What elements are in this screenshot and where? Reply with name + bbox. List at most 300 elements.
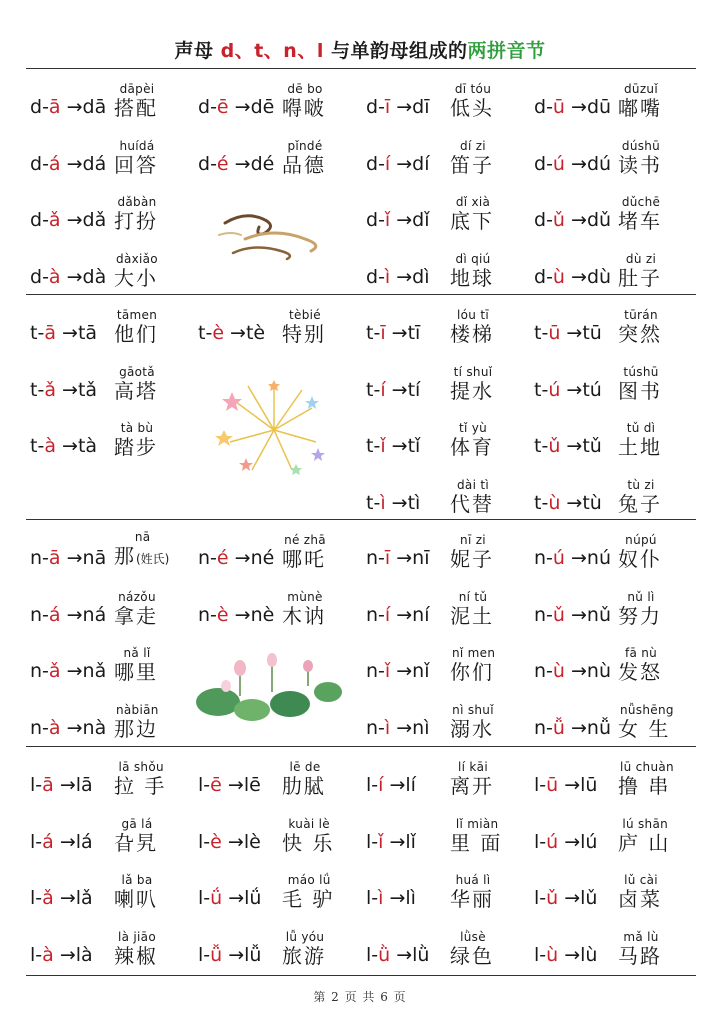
dash: -: [371, 887, 379, 909]
word-pinyin: núpú: [625, 533, 657, 547]
syllable-cell: [534, 240, 704, 296]
word-hanzi: [114, 209, 158, 233]
initial: d: [366, 152, 379, 175]
spelling-formula: [366, 774, 416, 796]
dash: -: [37, 435, 45, 457]
word-hanzi: [114, 322, 158, 346]
arrow: →: [564, 265, 587, 288]
final-vowel: à: [44, 435, 56, 457]
word-pinyin: lǐ miàn: [455, 816, 499, 831]
initial: n: [30, 660, 43, 682]
syllable-result: dǎ: [82, 209, 107, 231]
word-characters: 他们: [114, 322, 158, 346]
word-characters: 哪里: [114, 660, 158, 684]
word-characters: 发怒: [618, 660, 662, 684]
syllable-result: dǐ: [412, 209, 430, 231]
arrow: →: [560, 435, 583, 457]
example-word: [450, 82, 494, 120]
initial: l: [30, 774, 36, 796]
word-pinyin: lǜsè: [460, 929, 486, 944]
initial: d: [30, 265, 43, 288]
word-hanzi: [450, 96, 494, 120]
word-characters: 马路: [618, 943, 662, 968]
initial: n: [366, 660, 379, 682]
syllable-cell: [30, 748, 200, 804]
word-hanzi: [618, 604, 662, 628]
dash: -: [378, 96, 385, 118]
example-word: [282, 139, 326, 177]
arrow: →: [390, 96, 413, 118]
syllable-result: dà: [82, 265, 107, 288]
syllable-cell: [198, 918, 368, 974]
initial: n: [534, 603, 547, 626]
dash: -: [541, 322, 549, 344]
initial: l: [30, 943, 36, 966]
final-vowel: ù: [546, 943, 559, 966]
dash: -: [42, 660, 49, 682]
dash: -: [42, 209, 49, 231]
final-vowel: í: [378, 774, 384, 796]
word-hanzi: [282, 887, 334, 911]
arrow: →: [53, 943, 76, 966]
example-word: [114, 195, 158, 233]
word-hanzi: [450, 887, 494, 911]
syllable-cell: [534, 70, 704, 126]
word-characters: 图书: [618, 378, 662, 403]
word-pinyin: dàxiǎo: [116, 251, 158, 266]
spelling-formula: [198, 887, 261, 909]
spelling-formula: [366, 717, 429, 739]
example-word: [114, 252, 158, 290]
word-pinyin: tǐ yù: [458, 421, 488, 435]
initial: l: [534, 887, 540, 909]
initial: d: [30, 96, 43, 118]
word-characters: 卤菜: [618, 887, 662, 911]
arrow: →: [53, 774, 76, 796]
final-vowel: ū: [552, 96, 565, 118]
syllable-cell: [198, 127, 368, 183]
example-word: [450, 421, 494, 459]
dash: -: [539, 943, 547, 966]
dash: -: [203, 887, 211, 909]
arrow: →: [60, 152, 83, 175]
initial: d: [366, 96, 379, 118]
dash: -: [546, 660, 553, 682]
dash: -: [546, 152, 553, 175]
dash: -: [378, 265, 385, 288]
example-word: [450, 252, 494, 290]
arrow: →: [53, 887, 76, 909]
dash: -: [35, 943, 43, 966]
spelling-formula: [30, 944, 93, 966]
dash: -: [210, 603, 217, 626]
word-pinyin: lǎ ba: [121, 873, 153, 887]
word-pinyin: názǒu: [118, 589, 156, 604]
syllable-cell: [30, 805, 200, 861]
word-characters: 嘟嘴: [618, 96, 662, 120]
word-hanzi: [282, 322, 326, 346]
word-pinyin: dù zi: [625, 251, 657, 266]
final-vowel: ǔ: [552, 603, 565, 626]
word-pinyin: dī tóu: [454, 82, 492, 96]
syllable-result: nè: [250, 603, 275, 626]
final-vowel: ǎ: [48, 209, 61, 231]
word-hanzi: [114, 944, 158, 968]
example-word: [282, 590, 326, 628]
word-hanzi: [114, 153, 158, 177]
dash: -: [37, 378, 45, 401]
syllable-result: dí: [412, 152, 430, 175]
syllable-result: tà: [77, 435, 98, 457]
dash: -: [541, 378, 549, 401]
arrow: →: [390, 603, 413, 626]
word-pinyin: mùnè: [287, 589, 323, 604]
syllable-result: nú: [586, 547, 612, 569]
word-characters: 嘚啵: [282, 96, 326, 120]
final-vowel: ī: [384, 547, 391, 569]
spelling-formula: [30, 379, 97, 401]
dash: -: [373, 378, 381, 401]
word-pinyin: gā lá: [121, 816, 153, 831]
example-word: [618, 365, 662, 403]
arrow: →: [564, 96, 587, 118]
word-characters: 肋脦: [282, 774, 326, 798]
spelling-formula: [30, 887, 93, 909]
syllable-result: dì: [412, 265, 430, 288]
word-hanzi: [618, 547, 662, 571]
arrow: →: [564, 152, 587, 175]
word-characters: 楼梯: [450, 322, 494, 346]
final-vowel: ā: [48, 547, 61, 569]
word-hanzi: [450, 153, 494, 177]
final-vowel: à: [42, 943, 54, 966]
word-hanzi: [114, 96, 158, 120]
arrow: →: [560, 491, 583, 514]
final-vowel: ā: [44, 322, 56, 344]
syllable-result: lǜ: [412, 943, 430, 966]
example-word: [618, 817, 670, 855]
dash: -: [539, 774, 547, 796]
arrow: →: [385, 378, 408, 401]
syllable-cell: [534, 521, 704, 577]
syllable-result: dǔ: [586, 209, 612, 231]
initial: d: [30, 152, 43, 175]
dash: -: [42, 96, 49, 118]
syllable-result: nì: [412, 716, 430, 739]
example-word: [282, 82, 326, 120]
divider-bottom: [26, 975, 696, 976]
syllable-cell: [366, 240, 536, 296]
word-characters: 高塔: [114, 378, 158, 403]
title-prefix: 声母: [174, 40, 221, 62]
syllable-result: né: [250, 547, 275, 569]
arrow: →: [558, 830, 581, 853]
example-word: [450, 139, 494, 177]
final-vowel: ǐ: [384, 660, 391, 682]
final-vowel: à: [48, 716, 61, 739]
word-pinyin: tèbié: [289, 308, 321, 322]
syllable-cell: [534, 691, 704, 747]
initial: t: [30, 322, 38, 344]
syllable-cell: [534, 861, 704, 917]
word-characters: 奴仆: [618, 547, 662, 571]
initial: l: [198, 774, 204, 796]
arrow: →: [564, 660, 587, 682]
syllable-cell: [366, 127, 536, 183]
word-characters: 兔子: [618, 491, 662, 516]
word-hanzi: [618, 492, 662, 516]
initial: l: [534, 943, 540, 966]
syllable-cell: [366, 634, 536, 690]
word-characters: 搭配: [114, 96, 158, 120]
spelling-formula: [30, 153, 106, 175]
example-word: [618, 533, 662, 571]
arrow: →: [221, 830, 244, 853]
final-vowel: ù: [552, 660, 565, 682]
spelling-formula: [366, 944, 429, 966]
word-characters: 撸 串: [618, 774, 671, 798]
spelling-formula: [366, 96, 430, 118]
example-word: [114, 421, 158, 459]
final-vowel: ǐ: [378, 830, 384, 853]
syllable-result: dā: [82, 96, 107, 118]
syllable-cell: [366, 918, 536, 974]
word-pinyin: tí shuǐ: [453, 364, 493, 379]
example-word: [282, 930, 326, 968]
dash: -: [371, 774, 379, 796]
spelling-formula: [366, 660, 429, 682]
syllable-result: lì: [405, 887, 416, 909]
dash: -: [378, 547, 385, 569]
word-pinyin: lǚ yóu: [285, 929, 325, 944]
word-hanzi: [282, 944, 326, 968]
syllable-cell: [30, 578, 200, 634]
initial: t: [30, 435, 38, 457]
word-hanzi: [114, 887, 158, 911]
dash: -: [210, 96, 217, 118]
initial: n: [30, 547, 43, 569]
spelling-formula: [198, 774, 261, 796]
divider-top: [26, 68, 696, 69]
word-pinyin: lú shān: [622, 816, 669, 831]
word-pinyin: né zhā: [284, 533, 326, 547]
word-pinyin: tāmen: [116, 308, 158, 322]
syllable-cell: [534, 748, 704, 804]
arrow: →: [385, 435, 408, 457]
word-hanzi: [618, 322, 662, 346]
spelling-formula: [30, 604, 106, 626]
final-vowel: ú: [552, 547, 565, 569]
syllable-cell: [534, 578, 704, 634]
arrow: →: [60, 660, 83, 682]
spelling-formula: [198, 153, 274, 175]
word-note: (姓氏): [136, 552, 170, 566]
arrow: →: [224, 322, 246, 344]
spelling-formula: [366, 379, 420, 401]
arrow: →: [390, 209, 413, 231]
word-hanzi: [114, 774, 166, 798]
spelling-formula: [366, 831, 416, 853]
word-hanzi: [282, 96, 326, 120]
initial: n: [198, 547, 211, 569]
word-characters: 突然: [618, 322, 662, 346]
syllable-cell: [534, 127, 704, 183]
syllable-cell: [30, 861, 200, 917]
syllable-result: nī: [412, 547, 430, 569]
word-characters: 里 面: [450, 830, 503, 855]
spelling-formula: [30, 717, 106, 739]
example-word: [450, 817, 502, 855]
dash: -: [373, 491, 381, 514]
arrow: →: [222, 887, 245, 909]
syllable-result: lǔ: [580, 887, 598, 909]
initial: n: [366, 603, 379, 626]
word-hanzi: [114, 660, 158, 684]
final-vowel: é: [216, 152, 229, 175]
final-vowel: ú: [552, 152, 565, 175]
arrow: →: [383, 887, 406, 909]
example-word: [450, 760, 494, 798]
example-word: [114, 873, 158, 911]
dash: -: [210, 152, 217, 175]
spelling-formula: [30, 831, 93, 853]
syllable-cell: [366, 183, 536, 239]
arrow: →: [60, 716, 83, 739]
syllable-result: tī: [407, 322, 421, 344]
word-pinyin: là jiāo: [118, 929, 156, 944]
syllable-cell: [366, 353, 536, 409]
initial: n: [198, 603, 211, 626]
spelling-formula: [534, 604, 611, 626]
spelling-formula: [30, 96, 106, 118]
example-word: [282, 873, 334, 911]
spelling-formula: [366, 492, 420, 514]
word-pinyin: gāotǎ: [119, 364, 155, 379]
word-characters: 你们: [450, 660, 494, 684]
arrow: →: [560, 322, 583, 344]
spelling-formula: [30, 266, 106, 288]
word-characters: 那: [114, 544, 136, 568]
word-hanzi: [618, 435, 662, 459]
syllable-result: tū: [582, 322, 602, 344]
example-word: [450, 533, 494, 571]
arrow: →: [222, 943, 245, 966]
arrow: →: [53, 830, 76, 853]
spelling-formula: [30, 322, 97, 344]
syllable-cell: [366, 861, 536, 917]
spelling-formula: [30, 547, 106, 569]
example-word: [618, 646, 662, 684]
final-vowel: ǎ: [42, 887, 54, 909]
syllable-cell: [198, 578, 368, 634]
initial: t: [366, 378, 374, 401]
final-vowel: ǐ: [380, 435, 386, 457]
word-pinyin: nì shuǐ: [452, 702, 494, 717]
word-hanzi: [618, 379, 662, 403]
word-characters: 代替: [450, 491, 494, 516]
example-word: [114, 817, 158, 855]
word-characters: 哪吒: [282, 547, 326, 571]
word-pinyin: huá lì: [455, 873, 491, 887]
dash: -: [546, 209, 553, 231]
word-characters: 肚子: [618, 265, 662, 290]
initial: t: [30, 378, 38, 401]
syllable-result: tǔ: [582, 435, 602, 457]
word-hanzi: [282, 547, 326, 571]
word-pinyin: fā nù: [624, 646, 658, 660]
initial: d: [366, 209, 379, 231]
spelling-formula: [366, 153, 430, 175]
word-characters: 低头: [450, 96, 494, 120]
initial: t: [366, 491, 374, 514]
initial: l: [198, 943, 204, 966]
syllable-result: nǎ: [82, 660, 107, 682]
dash: -: [541, 435, 549, 457]
word-characters: 毛 驴: [282, 887, 335, 911]
syllable-result: ní: [412, 603, 430, 626]
syllable-result: ná: [82, 603, 107, 626]
arrow: →: [558, 774, 581, 796]
final-vowel: ī: [384, 96, 391, 118]
spelling-formula: [366, 266, 430, 288]
example-word: [450, 365, 494, 403]
final-vowel: ì: [380, 491, 386, 514]
initial: t: [534, 491, 542, 514]
dash: -: [378, 603, 385, 626]
spelling-formula: [534, 266, 611, 288]
word-hanzi: [450, 660, 495, 684]
arrow: →: [228, 547, 251, 569]
syllable-cell: [30, 521, 200, 577]
example-word: [450, 873, 494, 911]
word-hanzi: [618, 266, 662, 290]
initial: d: [366, 265, 379, 288]
arrow: →: [60, 209, 83, 231]
word-pinyin: nǔ lì: [627, 589, 655, 604]
initial: n: [534, 547, 547, 569]
initial: t: [366, 322, 374, 344]
arrow: →: [390, 152, 413, 175]
spelling-formula: [198, 322, 265, 344]
final-vowel: ǚ: [210, 943, 223, 966]
arrow: →: [60, 96, 83, 118]
spelling-formula: [198, 604, 274, 626]
arrow: →: [221, 774, 244, 796]
initial: t: [534, 378, 542, 401]
word-hanzi: [114, 266, 158, 290]
dash: -: [378, 209, 385, 231]
initial: n: [366, 547, 379, 569]
word-hanzi: [450, 774, 494, 798]
initial: l: [30, 830, 36, 853]
initial: n: [30, 603, 43, 626]
spelling-formula: [534, 209, 611, 231]
final-vowel: è: [210, 830, 222, 853]
syllable-cell: [366, 748, 536, 804]
initial: t: [534, 322, 542, 344]
dash: -: [203, 830, 211, 853]
example-word: [618, 252, 662, 290]
example-word: [618, 421, 662, 459]
example-word: [114, 139, 158, 177]
example-word: [450, 703, 494, 741]
spelling-formula: [534, 717, 611, 739]
word-pinyin: dúshū: [621, 138, 661, 153]
example-word: [618, 308, 662, 346]
spelling-formula: [534, 774, 597, 796]
example-word: [114, 82, 158, 120]
syllable-result: tè: [245, 322, 266, 344]
